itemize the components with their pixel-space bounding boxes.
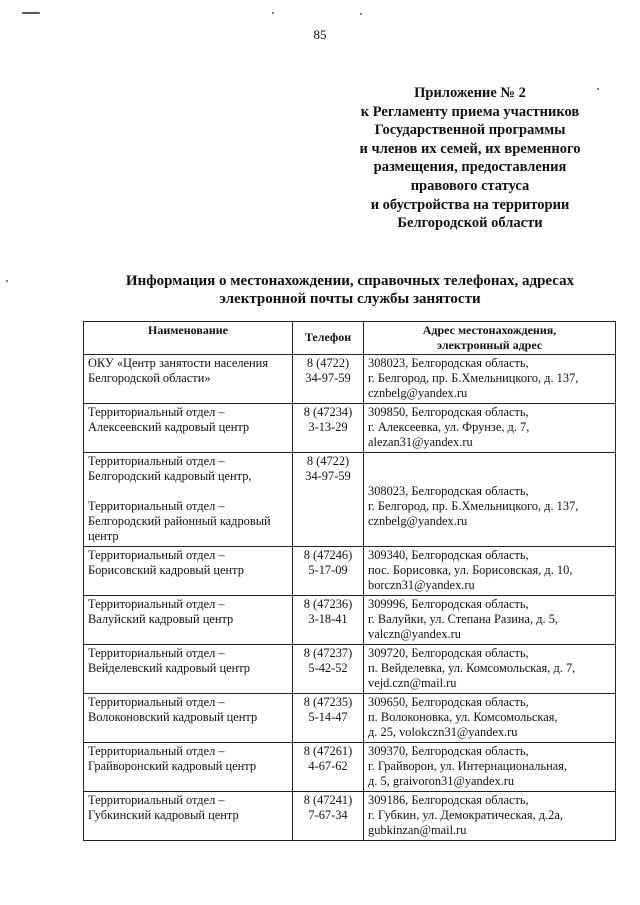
phone-number: 3-18-41 bbox=[308, 612, 348, 626]
address-line: 309996, Белгородская область, bbox=[368, 597, 529, 611]
address-line: г. Белгород, пр. Б.Хмельницкого, д. 137, bbox=[368, 371, 579, 385]
phone-code: 8 (47236) bbox=[303, 597, 353, 611]
phone-code: 8 (4722) bbox=[306, 356, 350, 370]
phone-code: 8 (47234) bbox=[303, 405, 353, 419]
office-name-line: Территориальный отдел – bbox=[88, 646, 225, 660]
scan-speck bbox=[6, 280, 8, 282]
office-name-cell bbox=[84, 792, 293, 841]
address-line: 309370, Белгородская область, bbox=[368, 744, 529, 758]
table-row bbox=[84, 355, 616, 404]
table-row bbox=[84, 743, 616, 792]
table-header-row bbox=[84, 322, 616, 355]
address-line: 309340, Белгородская область, bbox=[368, 548, 529, 562]
email-text: vejd.czn@mail.ru bbox=[368, 676, 457, 690]
address-line: 309720, Белгородская область, bbox=[368, 646, 529, 660]
scan-speck bbox=[22, 12, 40, 14]
address-line: пос. Борисовка, ул. Борисовская, д. 10, bbox=[368, 563, 573, 577]
office-name-line: Территориальный отдел – bbox=[88, 744, 225, 758]
phone-code: 8 (47261) bbox=[303, 744, 353, 758]
office-name-line: Территориальный отдел – bbox=[88, 548, 225, 562]
address-line: г. Валуйки, ул. Степана Разина, д. 5, bbox=[368, 612, 559, 626]
office-address-cell bbox=[364, 694, 616, 743]
office-name-line: Валуйский кадровый центр bbox=[88, 612, 234, 626]
table-row bbox=[84, 453, 616, 547]
email-text: gubkinzan@mail.ru bbox=[368, 823, 467, 837]
office-address-cell bbox=[364, 355, 616, 404]
office-name-cell bbox=[84, 743, 293, 792]
address-line: 309850, Белгородская область, bbox=[368, 405, 529, 419]
email-text: alezan31@yandex.ru bbox=[368, 435, 473, 449]
email-text: borczn31@yandex.ru bbox=[368, 578, 475, 592]
office-name-cell bbox=[84, 694, 293, 743]
office-address-cell bbox=[364, 453, 616, 547]
office-address-cell bbox=[364, 404, 616, 453]
column-header-address bbox=[364, 322, 616, 355]
page-number: 85 bbox=[313, 27, 327, 42]
office-name-line: Территориальный отдел – bbox=[88, 405, 225, 419]
table-row bbox=[84, 694, 616, 743]
scan-speck bbox=[272, 12, 274, 14]
phone-number: 5-17-09 bbox=[308, 563, 348, 577]
phone-number: 5-14-47 bbox=[308, 710, 348, 724]
email-text: д. 5, graivoron31@yandex.ru bbox=[368, 774, 515, 788]
office-address-cell bbox=[364, 743, 616, 792]
address-line: 309650, Белгородская область, bbox=[368, 695, 529, 709]
office-name-cell bbox=[84, 596, 293, 645]
address-line: п. Вейделевка, ул. Комсомольская, д. 7, bbox=[368, 661, 576, 675]
phone-number: 4-67-62 bbox=[308, 759, 348, 773]
address-line: п. Волоконовка, ул. Комсомольская, bbox=[368, 710, 558, 724]
appendix-heading-line: Белгородской области bbox=[397, 215, 543, 232]
office-name-cell bbox=[84, 547, 293, 596]
phone-number: 34-97-59 bbox=[305, 371, 351, 385]
phone-number: 34-97-59 bbox=[305, 469, 351, 483]
email-text: cznbelg@yandex.ru bbox=[368, 386, 468, 400]
office-name-line: Территориальный отдел – bbox=[88, 597, 225, 611]
office-address-cell bbox=[364, 792, 616, 841]
column-header-address-line: электронный адрес bbox=[436, 337, 543, 352]
address-line: 309186, Белгородская область, bbox=[368, 793, 529, 807]
appendix-heading-line: к Регламенту приема участников bbox=[360, 103, 580, 120]
phone-code: 8 (47237) bbox=[303, 646, 353, 660]
office-address-cell bbox=[364, 645, 616, 694]
office-phone-cell bbox=[293, 404, 364, 453]
office-name-line: ОКУ «Центр занятости населения bbox=[88, 356, 269, 370]
office-name-line: Территориальный отдел – bbox=[88, 454, 225, 468]
office-phone-cell bbox=[293, 743, 364, 792]
email-text: cznbelg@yandex.ru bbox=[368, 514, 468, 528]
office-address-cell bbox=[364, 547, 616, 596]
document-title bbox=[60, 272, 640, 308]
office-name-line: центр bbox=[88, 529, 119, 543]
phone-code: 8 (4722) bbox=[306, 454, 350, 468]
office-name-line: Борисовский кадровый центр bbox=[88, 563, 244, 577]
office-name-cell bbox=[84, 404, 293, 453]
address-line: г. Алексеевка, ул. Фрунзе, д. 7, bbox=[368, 420, 530, 434]
phone-number: 5-42-52 bbox=[308, 661, 348, 675]
phone-code: 8 (47246) bbox=[303, 548, 353, 562]
table-row bbox=[84, 792, 616, 841]
address-line: г. Губкин, ул. Демократическая, д.2а, bbox=[368, 808, 563, 822]
appendix-heading-line: и обустройства на территории bbox=[370, 196, 570, 213]
table-row bbox=[84, 404, 616, 453]
document-title-line: электронной почты службы занятости bbox=[219, 291, 481, 307]
scan-speck bbox=[360, 13, 362, 15]
office-name-line: Территориальный отдел – bbox=[88, 793, 225, 807]
table-row bbox=[84, 645, 616, 694]
email-text: valczn@yandex.ru bbox=[368, 627, 461, 641]
office-name-line: Белгородский районный кадровый bbox=[88, 514, 271, 528]
employment-offices-table bbox=[83, 321, 616, 841]
office-name-cell bbox=[84, 355, 293, 404]
office-phone-cell bbox=[293, 694, 364, 743]
office-name-line: Волоконовский кадровый центр bbox=[88, 710, 258, 724]
office-phone-cell bbox=[293, 596, 364, 645]
office-name-line: Вейделевский кадровый центр bbox=[88, 661, 250, 675]
office-name-line: Грайворонский кадровый центр bbox=[88, 759, 257, 773]
appendix-heading bbox=[330, 84, 610, 233]
office-address-cell bbox=[364, 596, 616, 645]
office-phone-cell bbox=[293, 792, 364, 841]
phone-code: 8 (47241) bbox=[303, 793, 353, 807]
office-phone-cell bbox=[293, 645, 364, 694]
appendix-heading-line: размещения, предоставления bbox=[373, 159, 567, 176]
office-phone-cell bbox=[293, 547, 364, 596]
office-name-line: Территориальный отдел – bbox=[88, 499, 225, 513]
table-row bbox=[84, 596, 616, 645]
phone-number: 7-67-34 bbox=[308, 808, 348, 822]
office-name-line: Алексеевский кадровый центр bbox=[88, 420, 250, 434]
column-header-name: Наименование bbox=[84, 322, 293, 355]
address-line: г. Белгород, пр. Б.Хмельницкого, д. 137, bbox=[368, 499, 579, 513]
address-line: г. Грайворон, ул. Интернациональная, bbox=[368, 759, 568, 773]
appendix-heading-line: и членов их семей, их временного bbox=[359, 140, 581, 157]
phone-code: 8 (47235) bbox=[303, 695, 353, 709]
office-phone-cell bbox=[293, 453, 364, 547]
office-name-line: Белгородской области» bbox=[88, 371, 211, 385]
email-text: д. 25, volokczn31@yandex.ru bbox=[368, 725, 518, 739]
phone-number: 3-13-29 bbox=[308, 420, 348, 434]
address-line: 308023, Белгородская область, bbox=[368, 356, 529, 370]
appendix-heading-line: Приложение № 2 bbox=[414, 85, 526, 101]
column-header-phone: Телефон bbox=[293, 322, 364, 355]
document-title-line: Информация о местонахождении, справочных телефонах, адресах bbox=[125, 273, 575, 289]
office-name-line: Белгородский кадровый центр, bbox=[88, 469, 252, 483]
office-name-line: Территориальный отдел – bbox=[88, 695, 225, 709]
appendix-heading-line: правового статуса bbox=[410, 177, 530, 194]
table-row bbox=[84, 547, 616, 596]
office-name-cell bbox=[84, 645, 293, 694]
office-name-line: Губкинский кадровый центр bbox=[88, 808, 239, 822]
appendix-heading-line: Государственной программы bbox=[374, 122, 566, 139]
office-name-cell bbox=[84, 453, 293, 547]
column-header-address-line: Адрес местонахождения, bbox=[422, 323, 557, 337]
scan-speck bbox=[597, 88, 599, 90]
office-phone-cell bbox=[293, 355, 364, 404]
address-line: 308023, Белгородская область, bbox=[368, 484, 529, 498]
